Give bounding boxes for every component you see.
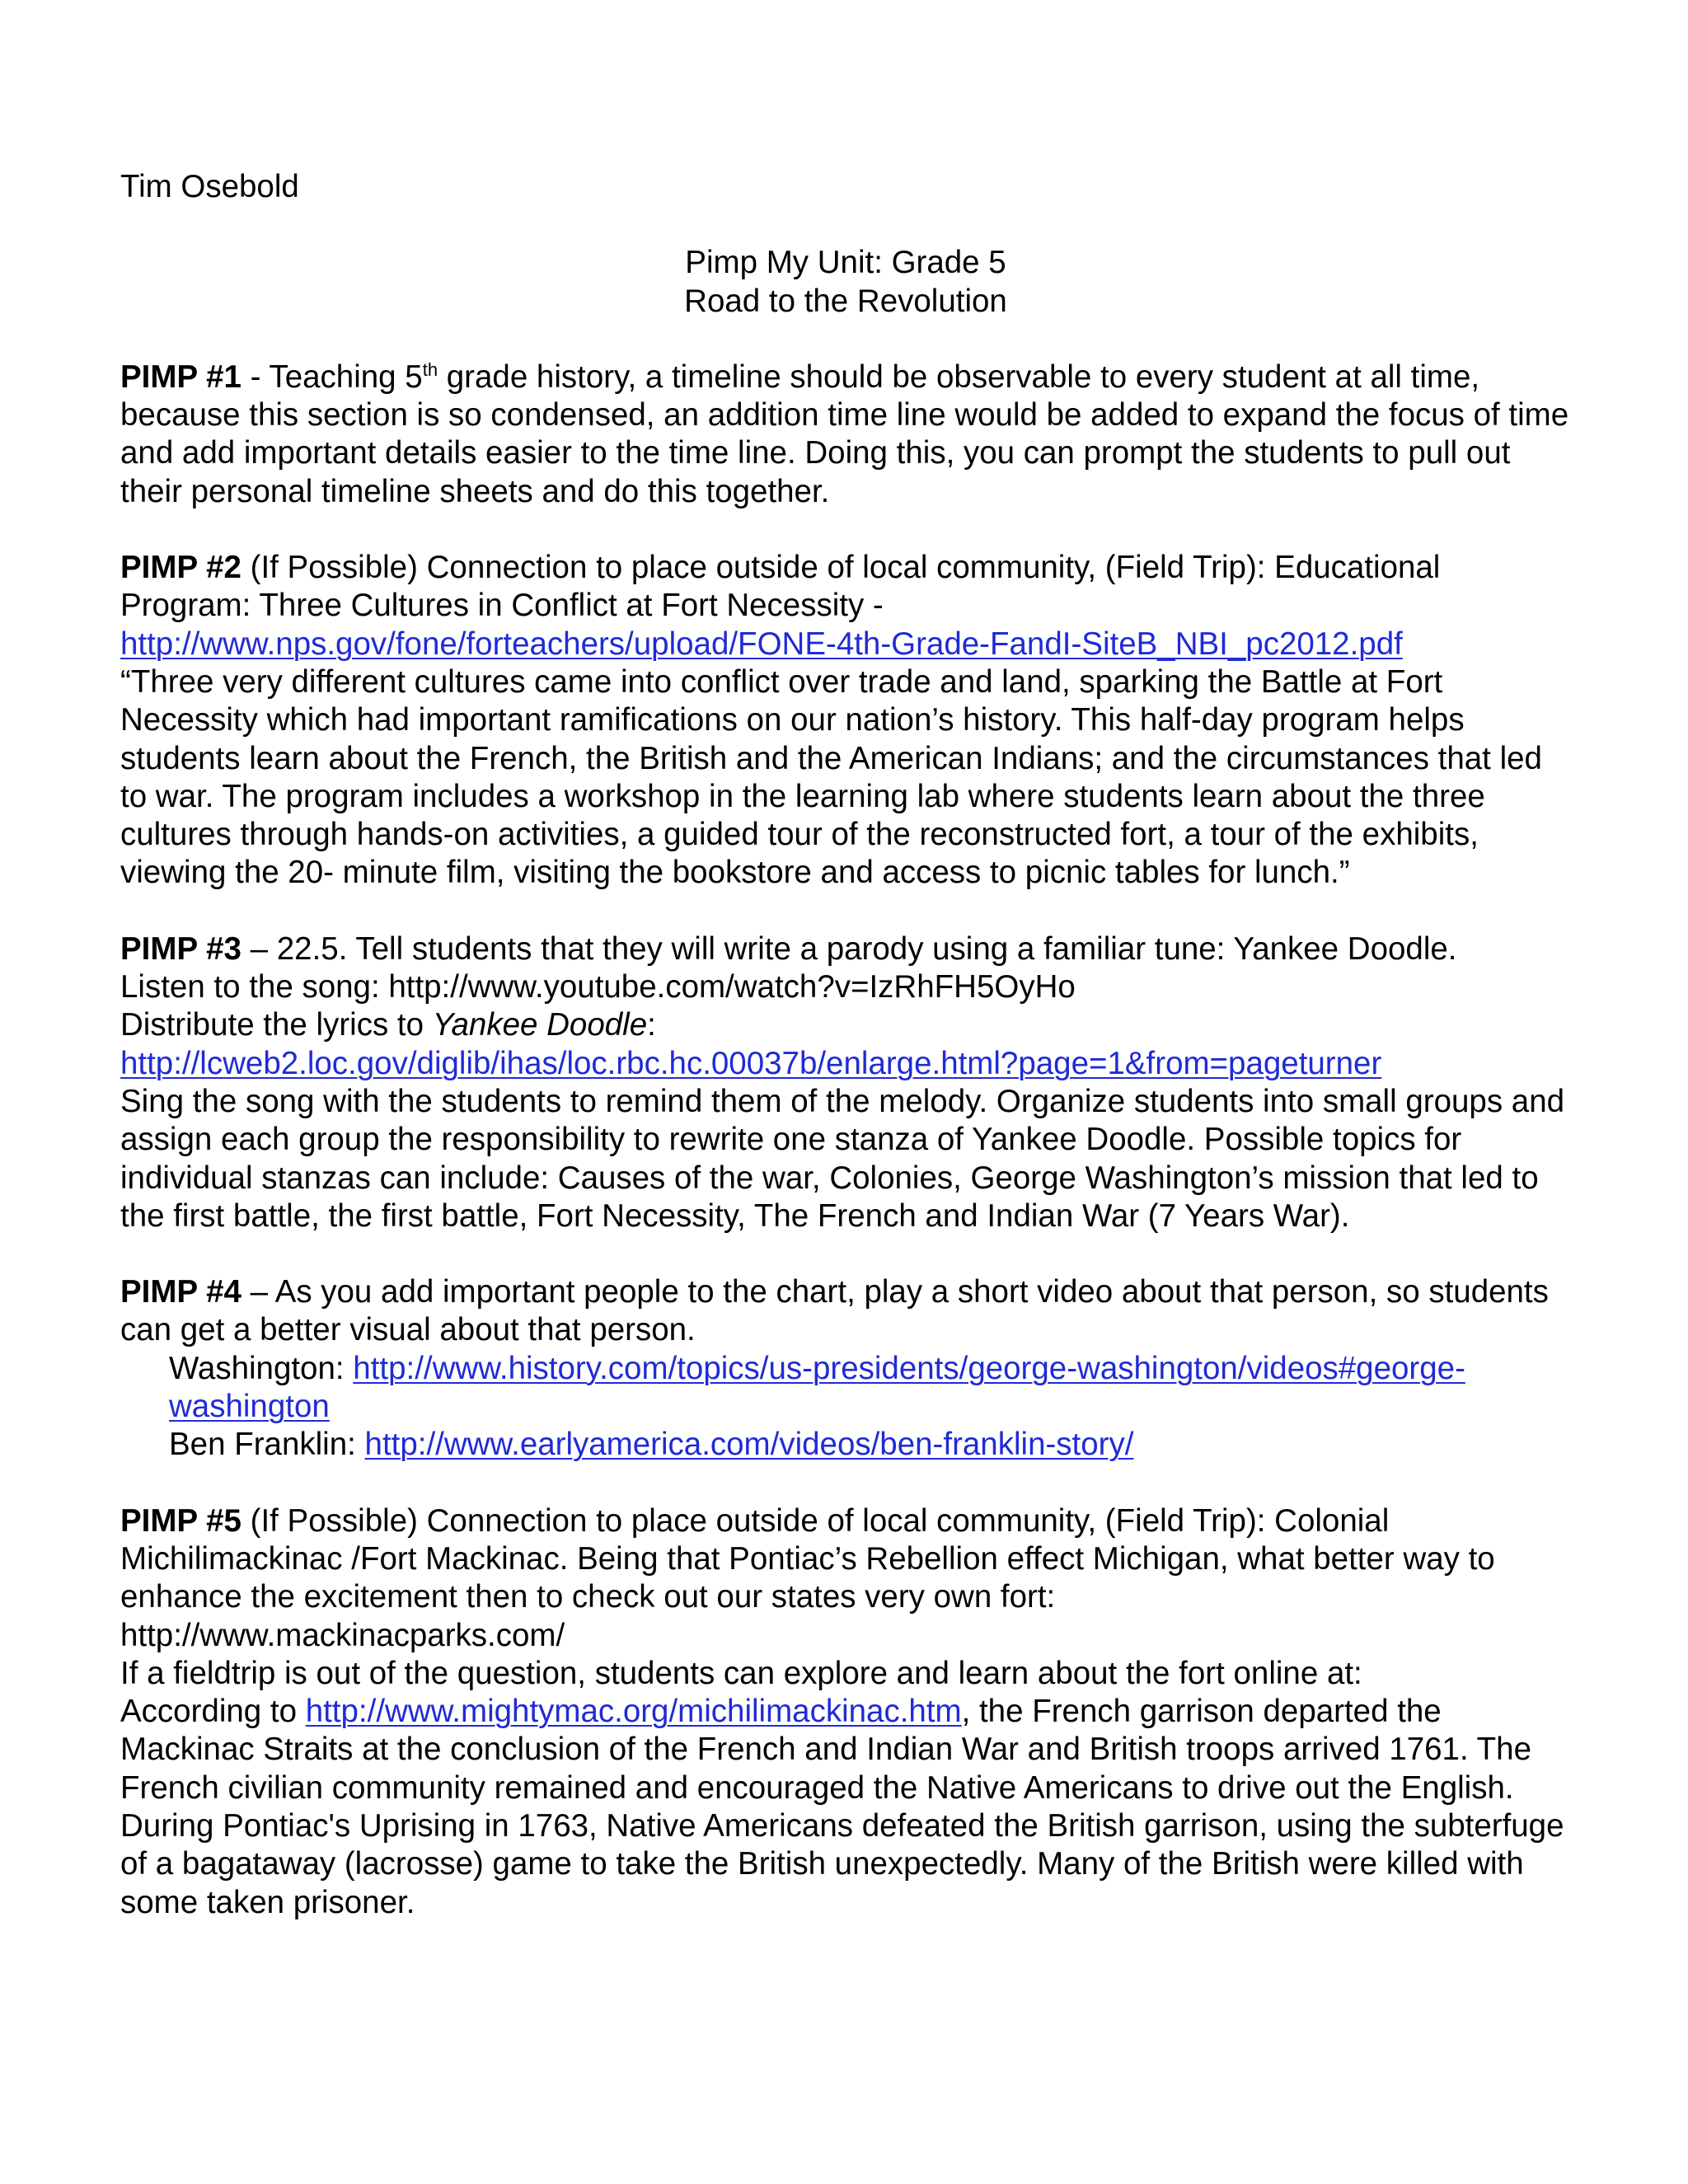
pimp-2-quote: “Three very different cultures came into conflict over trade and land, sparking the Battle at Fort Necessity which had important ramifications on our nation’s history. This half-day program helps students learn about the French, the British and the American Indians; and the circumstances that led to war. The program includes a workshop in the learning lab where students learn about the three cultures through hands-on activities, a guided tour of the reconstructed fort, a tour of the exhibits, viewing the 20- minute film, visiting the bookstore and access to picnic tables for lunch.” <box>120 663 1542 891</box>
franklin-label: Ben Franklin: <box>169 1427 365 1463</box>
pimp-2-nps-link[interactable]: http://www.nps.gov/fone/forteachers/upload/FONE-4th-Grade-FandI-SiteB_NBI_pc2012.pdf <box>120 626 1403 662</box>
pimp-2-section <box>120 549 1571 893</box>
pimp-1-text: grade history, a timeline should be observable to every student at all time, because this section is so condensed, an addition time line would be added to expand the focus of time and add important details easier to the time line. Doing this, you can prompt the students to pull out their personal timeline sheets and do this together. <box>120 359 1569 509</box>
pimp-3-distribute-prefix: Distribute the lyrics to <box>120 1007 433 1043</box>
title-block <box>120 244 1571 321</box>
pimp-5-according <box>120 1693 1571 1922</box>
pimp-3-loc-link[interactable]: http://lcweb2.loc.gov/diglib/ihas/loc.rbc.hc.00037b/enlarge.html?page=1&from=pageturner <box>120 1045 1382 1081</box>
pimp-3-distribute <box>120 1006 1571 1044</box>
pimp-3-link-line <box>120 1045 1571 1083</box>
pimp-5-label: PIMP #5 <box>120 1502 241 1539</box>
pimp-2-text: (If Possible) Connection to place outside of local community, (Field Trip): Educational Program: Three Cultures in Conflict at Fort Necessity - <box>120 550 1441 624</box>
washington-video-link[interactable]: http://www.history.com/topics/us-presidents/george-washington/videos#george-washington <box>169 1350 1465 1425</box>
pimp-1-paragraph <box>120 359 1571 511</box>
pimp-5-section <box>120 1502 1571 1922</box>
pimp-5-according-prefix: According to <box>120 1694 306 1730</box>
pimp-4-section <box>120 1273 1571 1464</box>
author-name: Tim Osebold <box>120 169 299 204</box>
pimp-5-url-plain: http://www.mackinacparks.com/ <box>120 1617 565 1653</box>
pimp-3-distribute-suffix: : <box>647 1007 656 1043</box>
pimp-3-paragraph <box>120 930 1571 968</box>
pimp-5-online: If a fieldtrip is out of the question, students can explore and learn about the fort online at: <box>120 1655 1362 1691</box>
pimp-4-label: PIMP #4 <box>120 1274 241 1310</box>
pimp-4-washington-line <box>120 1350 1571 1427</box>
pimp-3-text: – 22.5. Tell students that they will write a parody using a familiar tune: Yankee Doodle. <box>241 930 1457 967</box>
page-title: Pimp My Unit: Grade 5 <box>685 245 1006 281</box>
pimp-1-label: PIMP #1 <box>120 359 241 395</box>
pimp-1-section <box>120 359 1571 511</box>
pimp-3-listen: Listen to the song: http://www.youtube.com/watch?v=IzRhFH5OyHo <box>120 969 1076 1005</box>
pimp-4-paragraph <box>120 1273 1571 1350</box>
washington-label: Washington: <box>169 1350 354 1386</box>
pimp-2-label: PIMP #2 <box>120 550 241 586</box>
pimp-4-text: – As you add important people to the chart, play a short video about that person, so students can get a better visual about that person. <box>120 1274 1549 1348</box>
document-content <box>120 168 1571 1960</box>
pimp-4-franklin-line <box>120 1426 1571 1464</box>
franklin-video-link[interactable]: http://www.earlyamerica.com/videos/ben-franklin-story/ <box>364 1427 1134 1463</box>
pimp-2-link-line <box>120 626 1571 663</box>
mightymac-link[interactable]: http://www.mightymac.org/michilimackinac.htm <box>305 1694 962 1730</box>
pimp-5-paragraph <box>120 1502 1571 1617</box>
pimp-1-superscript: th <box>422 359 438 381</box>
pimp-3-label: PIMP #3 <box>120 930 241 967</box>
pimp-2-paragraph <box>120 549 1571 626</box>
pimp-3-song-title: Yankee Doodle <box>432 1007 648 1043</box>
page-subtitle: Road to the Revolution <box>684 283 1007 319</box>
pimp-5-text: (If Possible) Connection to place outside of local community, (Field Trip): Colonial Michilimackinac /Fort Mackinac. Being that Pontiac’s Rebellion effect Michigan, what better way to enhance the excitement then to check out our states very own fort: <box>120 1502 1495 1615</box>
pimp-3-section <box>120 930 1571 1235</box>
pimp-5-according-text: , the French garrison departed the Mackinac Straits at the conclusion of the French and Indian War and British troops arrived 1761. The French civilian community remained and encouraged the Native Americans to drive out the English. During Pontiac's Uprising in 1763, Native Americans defeated the British garrison, using the subterfuge of a bagataway (lacrosse) game to take the British unexpectedly. Many of the British were killed with some taken prisoner. <box>120 1694 1564 1920</box>
pimp-3-body: Sing the song with the students to remind them of the melody. Organize students into small groups and assign each group the responsibility to rewrite one stanza of Yankee Doodle. Possible topics for individual stanzas can include: Causes of the war, Colonies, George Washington’s mission that led to the first battle, the first battle, Fort Necessity, The French and Indian War (7 Years War). <box>120 1083 1565 1234</box>
pimp-1-intro: - Teaching 5 <box>241 359 423 395</box>
